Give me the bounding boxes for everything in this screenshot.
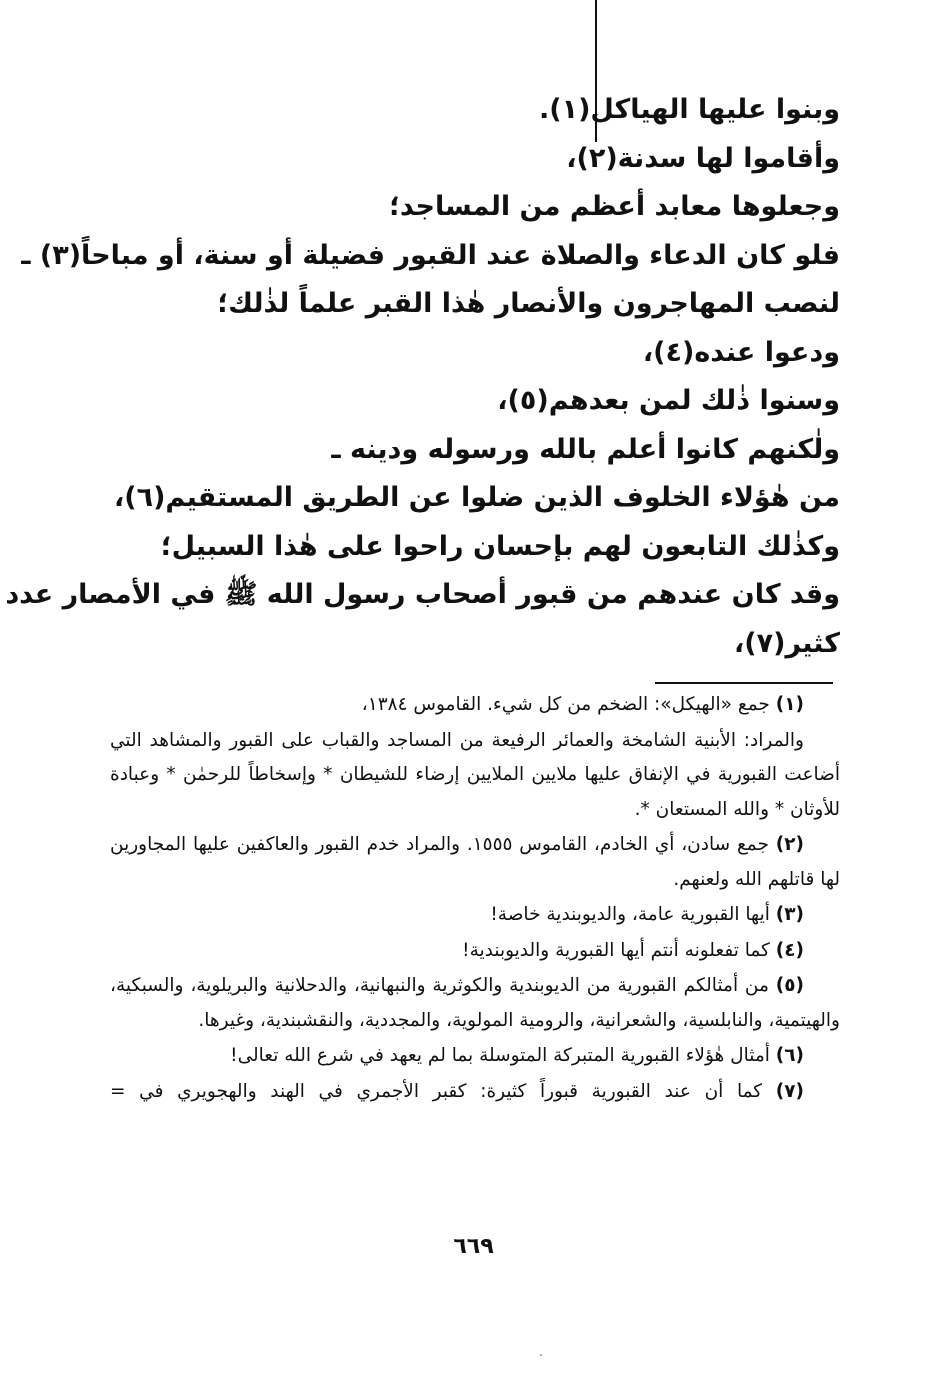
text-line: وأقاموا لها سدنة(٢)، <box>566 142 840 174</box>
text-line: ولٰكنهم كانوا أعلم بالله ورسوله ودينه ـ <box>331 433 840 465</box>
footnote <box>110 828 840 897</box>
footnote-text: والمراد: الأبنية الشامخة والعمائر الرفيعة من المساجد والقباب على القبور والمشاهد التي أضاعت القبورية في الإنفاق عليها ملايين الملايين إرضاء للشيطان * وإسخاطاً للرحمٰن * وعبادة للأوثان * والله المستعان *. <box>110 729 840 820</box>
footnote-number: (٦) <box>775 1045 804 1066</box>
text-line: وبنوا عليها الهياكل(١). <box>539 94 840 125</box>
text-line: لنصب المهاجرون والأنصار هٰذا القبر علماً لذٰلك؛ <box>217 288 840 319</box>
footnote <box>110 898 840 933</box>
text-line: كثير(٧)، <box>734 627 840 659</box>
text-line: من هٰؤلاء الخلوف الذين ضلوا عن الطريق المستقيم(٦)، <box>113 482 840 513</box>
scan-speck <box>540 1354 542 1356</box>
footnote <box>110 969 840 1038</box>
footnote-text: جمع «الهيكل»: الضخم من كل شيء. القاموس ١٣٨٤، <box>361 694 770 715</box>
text-line: فلو كان الدعاء والصلاة عند القبور فضيلة أو سنة، أو مباحاً(٣) ـ <box>21 239 840 271</box>
footnote-text: جمع سادن، أي الخادم، القاموس ١٥٥٥. والمراد خدم القبور والعاكفين عليها المجاورين لها قاتلهم الله ولعنهم. <box>110 834 840 890</box>
footnote <box>110 934 840 969</box>
footnote-text: كما تفعلونه أنتم أيها القبورية والديوبندية! <box>462 939 770 961</box>
footnote-number: (٢) <box>775 834 804 855</box>
footnote-number: (٥) <box>775 975 804 996</box>
text-line: وكذٰلك التابعون لهم بإحسان راحوا على هٰذا السبيل؛ <box>160 530 840 562</box>
text-line: وسنوا ذٰلك لمن بعدهم(٥)، <box>497 385 840 416</box>
main-text <box>5 86 840 668</box>
text-line: وقد كان عندهم من قبور أصحاب رسول الله ﷺ في الأمصار عدد <box>5 579 840 610</box>
footnote <box>110 724 840 828</box>
footnote-separator <box>655 682 833 684</box>
footnote-text: أمثال هٰؤلاء القبورية المتبركة المتوسلة بما لم يعهد في شرع الله تعالى! <box>230 1045 770 1066</box>
text-line: وجعلوها معابد أعظم من المساجد؛ <box>389 191 840 222</box>
footnote <box>110 688 840 723</box>
footnotes <box>110 688 840 1110</box>
footnote-number: (١) <box>775 694 804 715</box>
footnote-text: كما أن عند القبورية قبوراً كثيرة: كقبر الأجمري في الهند والهجويري في = <box>110 1080 763 1102</box>
footnote <box>110 1075 840 1110</box>
footnote <box>110 1039 840 1074</box>
text-line: ودعوا عنده(٤)، <box>642 336 840 368</box>
page-number: ٦٦٩ <box>453 1234 494 1259</box>
footnote-number: (٣) <box>775 904 804 925</box>
footnote-number: (٧) <box>775 1080 804 1102</box>
footnote-text: أيها القبورية عامة، والديوبندية خاصة! <box>490 904 770 925</box>
footnote-text: من أمثالكم القبورية من الديوبندية والكوثرية والنبهانية، والدحلانية والبريلوية، والسبكية، والهيتمية، والنابلسية، والشعرانية، والرومية المولوية، والمجددية، والنقشبندية، وغيرها. <box>110 975 840 1031</box>
footnote-number: (٤) <box>775 939 804 961</box>
